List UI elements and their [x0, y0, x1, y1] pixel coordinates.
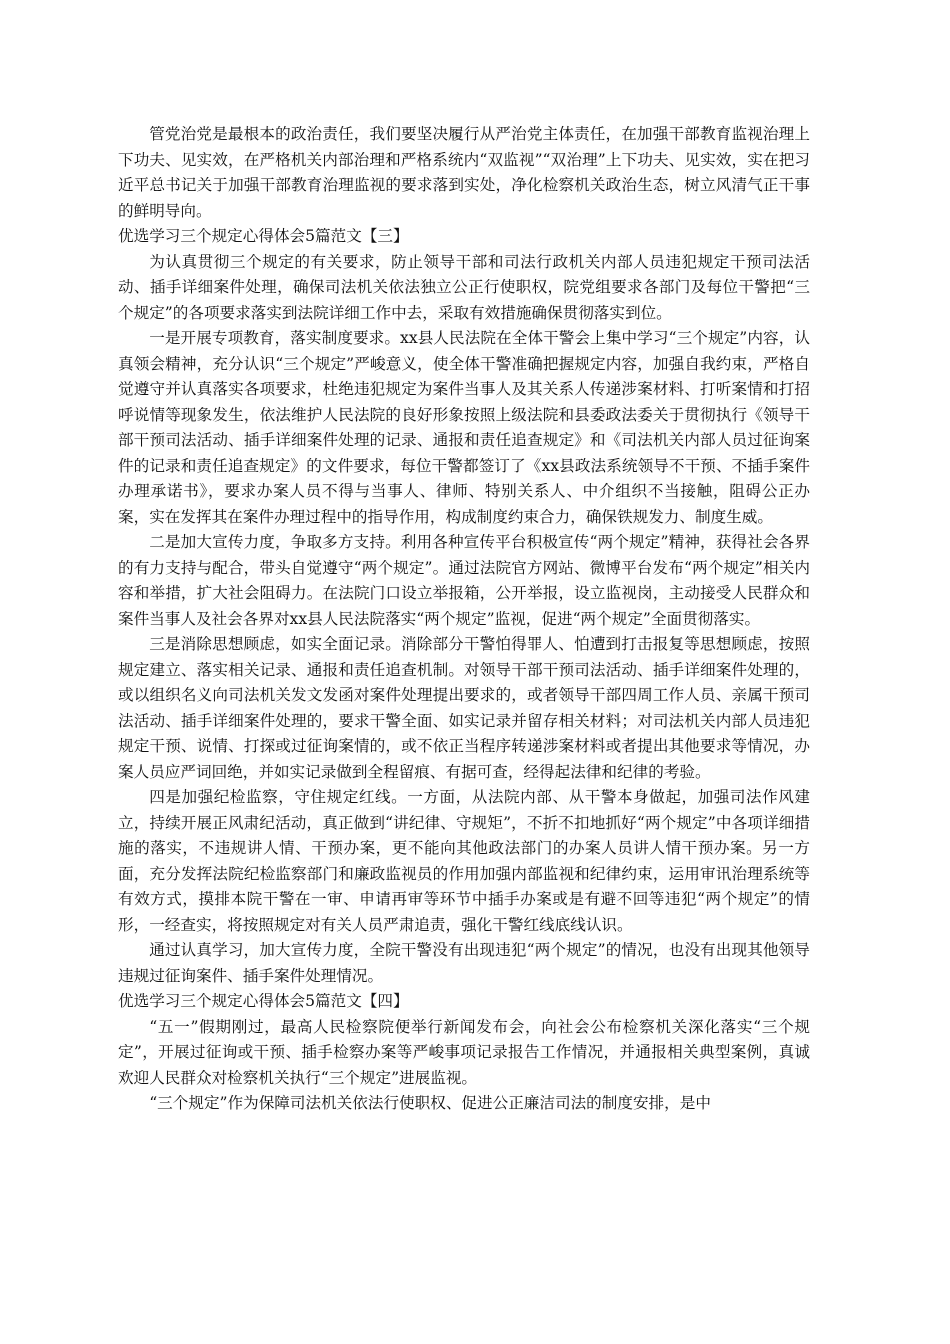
paragraph: 通过认真学习，加大宣传力度，全院干警没有出现违犯“两个规定”的情况，也没有出现其他领导违规过征询案件、插手案件处理情况。 [118, 941, 810, 985]
paragraph: 四是加强纪检监察，守住规定红线。一方面，从法院内部、从干警本身做起，加强司法作风建立，持续开展正风肃纪活动，真正做到“讲纪律、守规矩”，不折不扣地抓好“两个规定”中各项详细措施的落实，不违规讲人情、干预办案，更不能向其他政法部门的办案人员讲人情干预办案。另一方面，充分发挥法院纪检监察部门和廉政监视员的作用加强内部监视和纪律约束，运用审讯治理系统等有效方式，摸排本院干警在一审、申请再审等环节中插手办案或是有避不回等违犯“两个规定”的情形，一经查实，将按照规定对有关人员严肃追责，强化干警红线底线认识。 [118, 788, 810, 934]
document-body [118, 122, 810, 1117]
section-heading: 优选学习三个规定心得体会5篇范文【三】 [118, 227, 409, 245]
section-heading: 优选学习三个规定心得体会5篇范文【四】 [118, 992, 409, 1010]
paragraph: 二是加大宣传力度，争取多方支持。利用各种宣传平台积极宣传“两个规定”精神，获得社会各界的有力支持与配合，带头自觉遵守“两个规定”。通过法院官方网站、微博平台发布“两个规定”相关内容和举措，扩大社会阻碍力。在法院门口设立举报箱，公开举报，设立监视岗，主动接受人民群众和案件当事人及社会各界对xx县人民法院落实“两个规定”监视，促进“两个规定”全面贯彻落实。 [118, 533, 810, 628]
paragraph: 三是消除思想顾虑，如实全面记录。消除部分干警怕得罪人、怕遭到打击报复等思想顾虑，按照规定建立、落实相关记录、通报和责任追查机制。对领导干部干预司法活动、插手详细案件处理的，或以组织名义向司法机关发文发函对案件处理提出要求的，或者领导干部四周工作人员、亲属干预司法活动、插手详细案件处理的，要求干警全面、如实记录并留存相关材料；对司法机关内部人员违犯规定干预、说情、打探或过征询案情的，或不依正当程序转递涉案材料或者提出其他要求等情况，办案人员应严词回绝，并如实记录做到全程留痕、有据可查，经得起法律和纪律的考验。 [118, 635, 810, 781]
paragraph: 管党治党是最根本的政治责任，我们要坚决履行从严治党主体责任，在加强干部教育监视治理上下功夫、见实效，在严格机关内部治理和严格系统内“双监视”“双治理”上下功夫、见实效，实在把习近平总书记关于加强干部教育治理监视的要求落到实处，净化检察机关政治生态，树立风清气正干事的鲜明导向。 [118, 125, 810, 220]
paragraph: “五一”假期刚过，最高人民检察院便举行新闻发布会，向社会公布检察机关深化落实“三个规定”，开展过征询或干预、插手检察办案等严峻事项记录报告工作情况，并通报相关典型案例，真诚欢迎人民群众对检察机关执行“三个规定”进展监视。 [118, 1017, 810, 1087]
paragraph: 一是开展专项教育，落实制度要求。xx县人民法院在全体干警会上集中学习“三个规定”内容，认真领会精神，充分认识“三个规定”严峻意义，使全体干警准确把握规定内容，加强自我约束，严格自觉遵守并认真落实各项要求，杜绝违犯规定为案件当事人及其关系人传递涉案材料、打听案情和打招呼说情等现象发生，依法维护人民法院的良好形象按照上级法院和县委政法委关于贯彻执行《领导干部干预司法活动、插手详细案件处理的记录、通报和责任追查规定》和《司法机关内部人员过征询案件的记录和责任追查规定》的文件要求，每位干警都签订了《xx县政法系统领导不干预、不插手案件办理承诺书》，要求办案人员不得与当事人、律师、特别关系人、中介组织不当接触，阻碍公正办案，实在发挥其在案件办理过程中的指导作用，构成制度约束合力，确保铁规发力、制度生威。 [118, 329, 810, 526]
paragraph: “三个规定”作为保障司法机关依法行使职权、促进公正廉洁司法的制度安排，是中 [149, 1094, 711, 1112]
paragraph: 为认真贯彻三个规定的有关要求，防止领导干部和司法行政机关内部人员违犯规定干预司法活动、插手详细案件处理，确保司法机关依法独立公正行使职权，院党组要求各部门及每位干警把“三个规定”的各项要求落实到法院详细工作中去，采取有效措施确保贯彻落实到位。 [118, 252, 810, 322]
